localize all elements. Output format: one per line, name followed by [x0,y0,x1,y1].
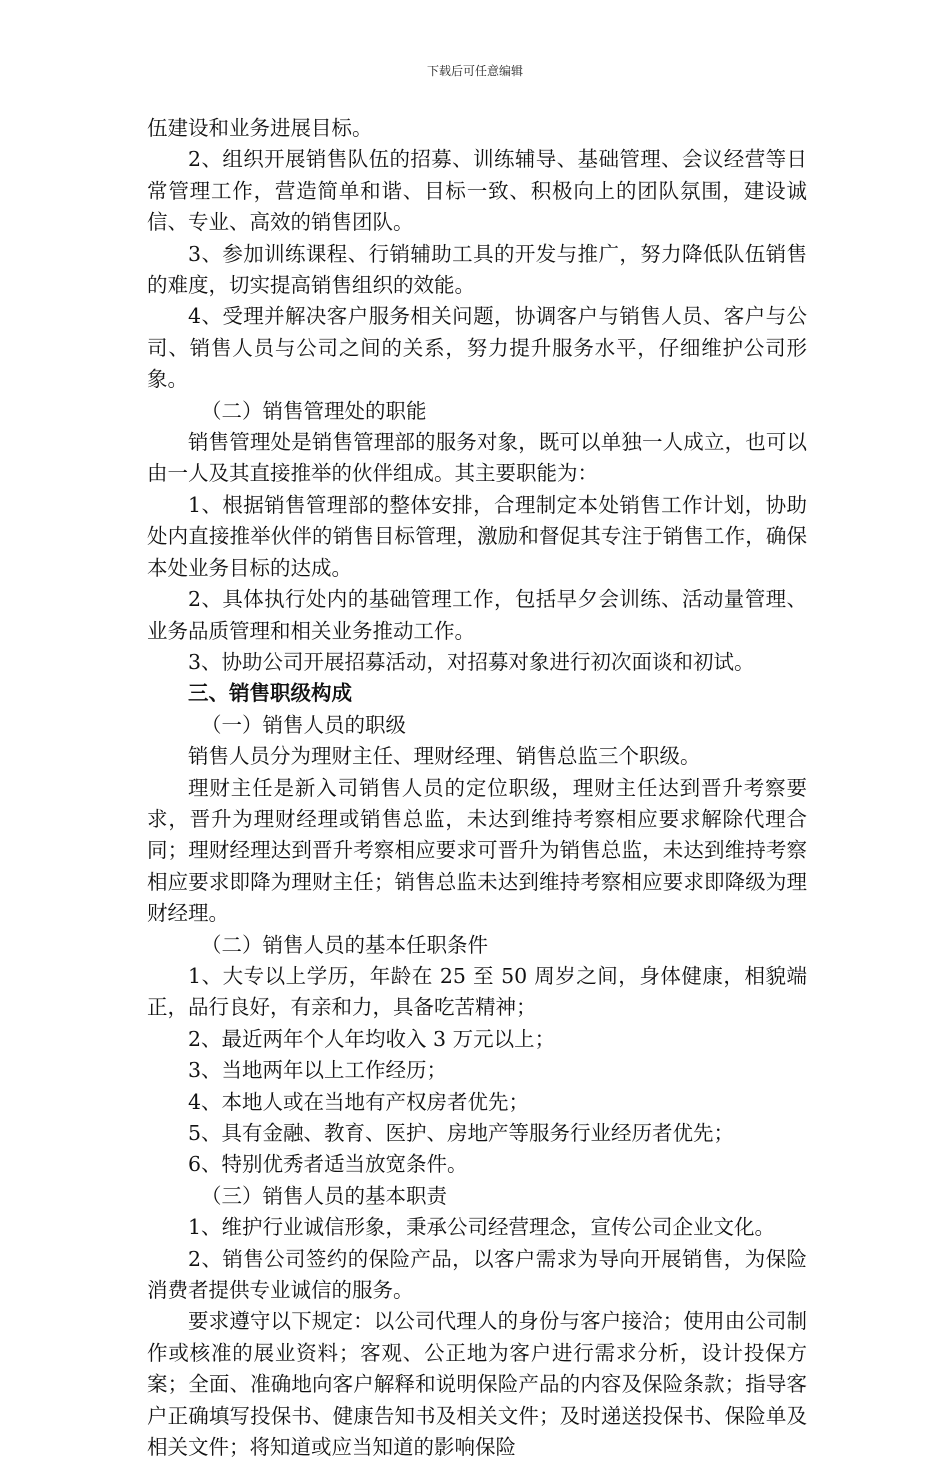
list-item: 6、特别优秀者适当放宽条件。 [188,1152,468,1177]
list-item: 2、最近两年个人年均收入 3 万元以上； [188,1026,556,1051]
paragraph: 理财主任是新入司销售人员的定位职级，理财主任达到晋升考察要求，晋升为理财经理或销售总监，未达到维持考察相应要求解除代理合同；理财经理达到晋升考察相应要求可晋升为销售总监，未达到维持考察相应要求即降为理财主任；销售总监未达到维持考察相应要求即降级为理财经理。 [147,775,807,926]
paragraph: 4、受理并解决客户服务相关问题，协调客户与销售人员、客户与公司、销售人员与公司之间的关系，努力提升服务水平，仔细维护公司形象。 [147,304,807,392]
paragraph: 1、维护行业诚信形象，秉承公司经营理念，宣传公司企业文化。 [188,1215,776,1240]
paragraph: 3、参加训练课程、行销辅助工具的开发与推广，努力降低队伍销售的难度，切实提高销售组织的效能。 [147,241,807,298]
list-item: 4、本地人或在当地有产权房者优先； [188,1089,530,1114]
subsection-heading: （二）销售人员的基本任职条件 [201,932,488,957]
section-heading: 三、销售职级构成 [188,681,352,706]
subsection-heading: （一）销售人员的职级 [201,712,406,737]
paragraph: 1、大专以上学历，年龄在 25 至 50 周岁之间，身体健康，相貌端正，品行良好，有亲和力，具备吃苦精神； [147,963,807,1020]
subsection-heading: （二）销售管理处的职能 [201,398,427,423]
paragraph: 2、具体执行处内的基础管理工作，包括早夕会训练、活动量管理、业务品质管理和相关业务推动工作。 [147,587,807,643]
page-header: 下载后可任意编辑 [426,64,523,78]
paragraph: 2、销售公司签约的保险产品，以客户需求为导向开展销售，为保险消费者提供专业诚信的服务。 [147,1246,807,1303]
paragraph: 销售人员分为理财主任、理财经理、销售总监三个职级。 [188,744,701,769]
paragraph: 伍建设和业务进展目标。 [147,116,373,140]
list-item: 5、具有金融、教育、医护、房地产等服务行业经历者优先； [188,1121,735,1145]
subsection-heading: （三）销售人员的基本职责 [201,1183,447,1208]
paragraph: 要求遵守以下规定：以公司代理人的身份与客户接洽；使用由公司制作或核准的展业资料；客观、公正地为客户进行需求分析，设计投保方案；全面、准确地向客户解释和说明保险产品的内容及保险条款；指导客户正确填写投保书、健康告知书及相关文件；及时递送投保书、保险单及相关文件；将知道或应当知道的影响保险 [147,1309,807,1460]
paragraph: 销售管理处是销售管理部的服务对象，既可以单独一人成立，也可以由一人及其直接推举的伙伴组成。其主要职能为： [147,430,807,486]
paragraph: 3、协助公司开展招募活动，对招募对象进行初次面谈和初试。 [188,649,755,674]
paragraph: 1、根据销售管理部的整体安排，合理制定本处销售工作计划，协助处内直接推举伙伴的销售目标管理，激励和督促其专注于销售工作，确保本处业务目标的达成。 [147,492,807,580]
list-item: 3、当地两年以上工作经历； [188,1058,448,1083]
paragraph: 2、组织开展销售队伍的招募、训练辅导、基础管理、会议经营等日常管理工作，营造简单和谐、目标一致、积极向上的团队氛围，建设诚信、专业、高效的销售团队。 [147,147,807,235]
document-body [147,113,807,1463]
